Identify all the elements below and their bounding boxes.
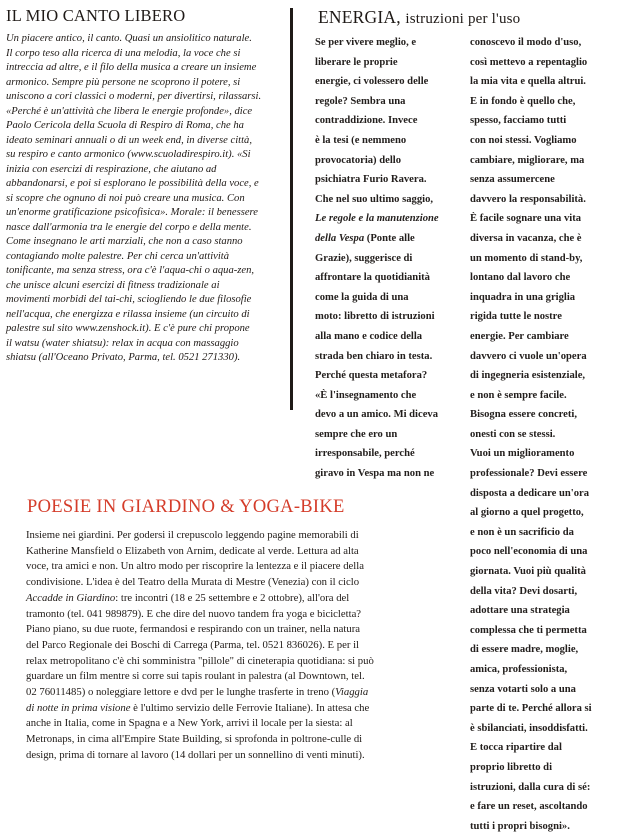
poesie-line: del Parco Regionale dei Boschi di Carrega (Parma, tel. 0521 836026). E per il — [26, 638, 360, 651]
energia-line: Grazie), suggerisce di — [315, 252, 413, 264]
energia-line: davvero la responsabilità. — [470, 193, 586, 205]
energia-line: lontano dal lavoro che — [470, 272, 571, 284]
energia-title-main: ENERGIA, — [318, 7, 401, 27]
energia-line: Vuoi un miglioramento — [470, 448, 575, 460]
poesie-line: 02 76011485) o noleggiare lettore e dvd per le lunghe trasferte in treno (Viaggia — [26, 686, 369, 699]
canto-line: Un piacere antico, il canto. Quasi un ansiolitico naturale. — [6, 33, 252, 44]
poesie-line: Accadde in Giardino: tre incontri (18 e 25 settembre e 2 ottobre), all'ora del — [26, 591, 350, 604]
energia-line: giravo in Vespa ma non ne — [315, 468, 435, 480]
canto-line: si scopre che ognuno di noi può creare una musica. Con — [6, 192, 245, 204]
poesie-line: tramonto (tel. 041 989879). E che dire del nuovo tandem fra yoga e bicicletta? — [26, 607, 362, 620]
energia-column-2 — [470, 33, 618, 836]
energia-line: così mettevo a repentaglio — [470, 56, 588, 68]
energia-line: diversa in vacanza, che è — [470, 232, 582, 244]
energia-line: inquadra in una griglia — [470, 291, 576, 303]
energia-line: disposta a dedicare un'ora — [470, 487, 589, 499]
energia-line: cambiare, migliorare, ma — [470, 154, 585, 166]
canto-line: contagiando molte palestre. Per chi cerca un'attività — [6, 250, 230, 262]
energia-line: energie. Per cambiare — [470, 330, 569, 342]
energia-line: la mia vita e quella altrui. — [470, 76, 586, 88]
canto-line: armonico. Sempre più persone ne scoprono il potere, si — [6, 76, 241, 88]
energia-line: psichiatra Furio Ravera. — [315, 174, 427, 186]
energia-line: sempre che ero un — [315, 428, 398, 440]
energia-line: con noi stessi. Vogliamo — [470, 134, 577, 146]
energia-column-1 — [315, 33, 463, 484]
energia-line: energie, ci volessero delle — [315, 76, 429, 88]
energia-line: amica, professionista, — [470, 664, 568, 675]
energia-line: di essere madre, moglie, — [470, 644, 579, 656]
canto-line: Paolo Cericola della Scuola di Respiro di Roma, che ha — [6, 120, 244, 131]
energia-line: regole? Sembra una — [315, 95, 406, 107]
canto-line: inizia con esercizi di respirazione, che aiutano ad — [6, 163, 217, 175]
energia-line: liberare le proprie — [315, 56, 398, 68]
energia-line: professionale? Devi essere — [470, 468, 588, 480]
poesie-line: design, prima di tornare al lavoro (14 dollari per un sonnellino di venti minuti). — [26, 748, 365, 761]
poesie-line: Katherine Mansfield o Elizabeth von Arnim, dedicate al verde. Lettura ad alta — [26, 544, 359, 557]
energia-line: rigida tutte le nostre — [470, 311, 562, 323]
canto-line: tonificante, ma senza stress, ora c'è l'aqua-chi o aqua-zen, — [6, 265, 255, 276]
canto-line: Il corpo teso alla ricerca di una melodia, la voce che si — [6, 47, 241, 59]
energia-line: davvero ci vuole un'opera — [470, 350, 587, 362]
energia-line: Bisogna essere concreti, — [470, 409, 577, 421]
canto-line: palestre sul sito www.zenshock.it). E c'è pure chi propone — [6, 323, 250, 334]
poesie-line: anche in Italia, come in Spagna e a New York, arrivi il locale per la siesta: al — [26, 717, 353, 730]
canto-line: Come insegnano le arti marziali, che non a caso stanno — [6, 236, 243, 247]
energia-line: come la guida di una — [315, 291, 409, 303]
canto-line: shiatsu (all'Oceano Privato, Parma, tel. 0521 271330). — [6, 352, 241, 363]
energia-line: è la tesi (e nemmeno — [315, 134, 407, 146]
energia-line: e fare un reset, ascoltando — [470, 801, 588, 813]
energia-line: alla mano e codice della — [315, 330, 423, 342]
energia-line: onesti con se stessi. — [470, 428, 556, 440]
energia-title — [318, 7, 520, 28]
energia-line: Le regole e la manutenzione — [315, 213, 439, 225]
energia-line: devo a un amico. Mi diceva — [315, 409, 438, 421]
energia-line: tutti i propri bisogni». — [470, 820, 570, 832]
canto-line: ideato seminari annuali o di un week end, in diverse città, — [6, 134, 252, 146]
energia-line: irresponsabile, perché — [315, 448, 415, 460]
energia-line: senza votarti solo a una — [470, 683, 576, 695]
poesie-body — [26, 528, 450, 764]
canto-line: il watsu (water shiatsu): relax in acqua con massaggio — [6, 337, 239, 349]
poesie-line: Insieme nei giardini. Per godersi il crepuscolo leggendo pagine memorabili di — [26, 529, 359, 541]
poesie-line: guardare un film mentre si corre sui tapis roulant in palestra (al Downtown, tel. — [26, 670, 365, 683]
poesie-line: voce, tra amici e non. Un altro modo per riscoprire la lentezza e il piacere della — [26, 560, 364, 573]
canto-line: uniscono a cori classici o moderni, per divertirsi, rilassarsi. — [6, 91, 262, 102]
energia-line: affrontare la quotidianità — [315, 272, 430, 284]
canto-line: su respiro e canto armonico (www.scuoladirespiro.it). «Si — [6, 149, 251, 160]
energia-line: della Vespa (Ponte alle — [315, 232, 415, 244]
energia-title-sub: istruzioni per l'uso — [405, 11, 521, 27]
poesie-line: Metronaps, in cima all'Empire State Building, si sprofonda in poltrone-culle di — [26, 733, 363, 746]
canto-body — [6, 32, 278, 366]
energia-line: adottare una strategia — [470, 605, 570, 617]
vertical-divider — [290, 8, 293, 410]
energia-line: istruzioni, dalla cura di sé: — [470, 781, 591, 793]
energia-line: di ingegneria esistenziale, — [470, 370, 586, 382]
poesie-line: Piano piano, su due ruote, fermandosi e respirando con un trainer, nella natura — [26, 623, 361, 636]
energia-line: giornata. Vuoi più qualità — [470, 566, 586, 578]
canto-line: «Perché è un'attività che libera le energie profonde», dice — [6, 105, 253, 117]
canto-line: movimenti morbidi del tai-chi, sciogliendo le due filosofie — [6, 294, 252, 305]
canto-line: abbandonarsi, e poi si esplorano le possibilità della voce, e — [6, 178, 259, 189]
energia-line: Che nel suo ultimo saggio, — [315, 193, 434, 205]
poesie-line: condivisione. L'idea è del Teatro della Murata di Mestre (Venezia) con il ciclo — [26, 576, 360, 589]
energia-line: un momento di stand-by, — [470, 252, 583, 264]
energia-line: «È l'insegnamento che — [315, 389, 417, 401]
canto-line: nell'acqua, che energizza e rilassa insieme (un circuito di — [6, 308, 250, 320]
energia-line: Se per vivere meglio, e — [315, 37, 417, 48]
poesie-title: POESIE IN GIARDINO & YOGA-BIKE — [27, 497, 345, 517]
energia-line: e non è sempre facile. — [470, 389, 567, 401]
energia-line: È facile sognare una vita — [470, 213, 582, 225]
energia-line: è sbilanciati, insoddisfatti. — [470, 722, 588, 734]
poesie-line: relax metropolitano c'è chi somministra "pillole" di cineterapia quotidiana: si può — [26, 654, 374, 667]
energia-line: e non è un sacrificio da — [470, 526, 574, 538]
canto-line: che unisce alcuni esercizi di fitness tradizionale ai — [6, 279, 220, 291]
energia-line: Perché questa metafora? — [315, 370, 428, 382]
poesie-line: di notte in prima visione è l'ultimo servizio delle Ferrovie Italiane). In attesa che — [26, 701, 370, 714]
energia-line: proprio libretto di — [470, 761, 553, 773]
canto-title: IL MIO CANTO LIBERO — [6, 6, 186, 25]
energia-line: parte di te. Perché allora si — [470, 703, 592, 715]
energia-line: contraddizione. Invece — [315, 115, 418, 127]
energia-line: al giorno a quel progetto, — [470, 507, 584, 519]
energia-line: moto: libretto di istruzioni — [315, 311, 435, 323]
energia-line: poco nell'economia di una — [470, 546, 588, 558]
energia-line: spesso, facciamo tutti — [470, 115, 567, 127]
energia-line: senza assumercene — [470, 174, 555, 186]
energia-line: conoscevo il modo d'uso, — [470, 37, 582, 48]
canto-line: un'enorme gratificazione psicofisica». Morale: il benessere — [6, 207, 258, 218]
energia-line: E tocca ripartire dal — [470, 742, 562, 754]
energia-line: provocatoria) dello — [315, 154, 402, 166]
energia-line: E in fondo è quello che, — [470, 95, 576, 107]
energia-line: strada ben chiaro in testa. — [315, 350, 433, 362]
canto-line: nasce dall'armonia tra le energie del corpo e della mente. — [6, 221, 252, 233]
canto-line: intreccia ad altre, e il filo della musica a creare un insieme — [6, 62, 257, 73]
energia-line: complessa che ti permetta — [470, 624, 587, 636]
energia-line: della vita? Devi dosarti, — [470, 585, 578, 597]
